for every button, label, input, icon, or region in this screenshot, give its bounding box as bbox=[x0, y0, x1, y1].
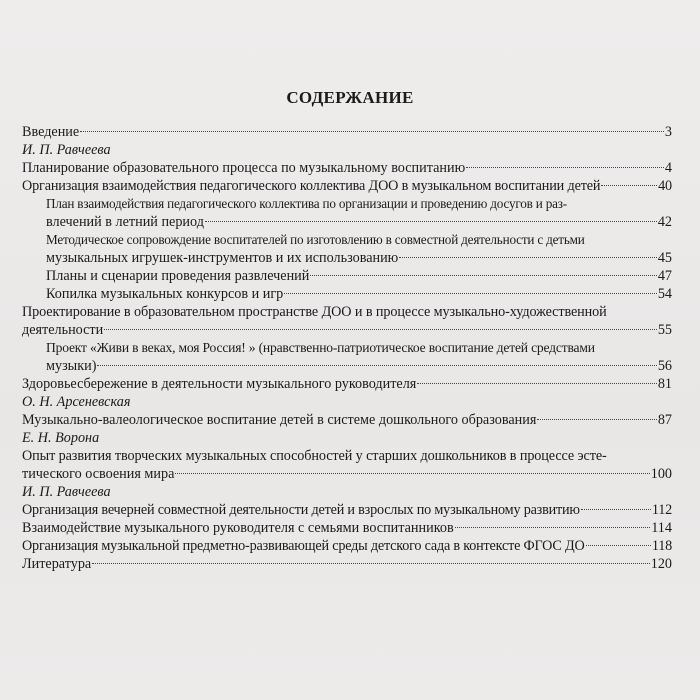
toc-entry-title: Организация музыкальной предметно-развивающей среды детского сада в контексте ФГОС ДО bbox=[22, 538, 585, 554]
toc-page-number: 40 bbox=[658, 178, 672, 194]
leader-dots bbox=[80, 131, 664, 132]
toc-entry[interactable] bbox=[22, 375, 672, 393]
toc-entry[interactable] bbox=[46, 267, 672, 285]
toc-entry-title: деятельности bbox=[22, 322, 104, 338]
toc-page-number: 45 bbox=[657, 250, 672, 266]
toc-entry-title: Организация взаимодействия педагогического коллектива ДОО в музыкальном воспитании детей bbox=[22, 178, 601, 194]
toc-entry-title: Организация вечерней совместной деятельности детей и взрослых по музыкальному развитию bbox=[22, 502, 580, 518]
toc-entry-title-line: Проектирование в образовательном пространстве ДОО и в процессе музыкально-художественной bbox=[22, 304, 607, 320]
toc-entry[interactable] bbox=[22, 159, 672, 177]
author-name: И. П. Равчеева bbox=[22, 142, 111, 158]
toc-entry-intro[interactable] bbox=[22, 123, 672, 141]
toc-entry-title: тического освоения мира bbox=[22, 466, 175, 482]
toc-page-number: 4 bbox=[664, 160, 672, 176]
leader-dots bbox=[284, 293, 657, 294]
toc-page-number: 87 bbox=[657, 412, 672, 428]
toc-entry-title: Здоровьесбережение в деятельности музыкального руководителя bbox=[22, 376, 417, 392]
toc-entry[interactable] bbox=[22, 555, 672, 573]
toc-entry-title: влечений в летний период bbox=[46, 214, 204, 230]
leader-dots bbox=[581, 509, 651, 510]
toc-page-number: 114 bbox=[651, 520, 672, 536]
toc-entry-title: Копилка музыкальных конкурсов и игр bbox=[46, 286, 284, 302]
toc-entry-title: Планы и сценарии проведения развлечений bbox=[46, 268, 310, 284]
leader-dots bbox=[310, 275, 656, 276]
toc-entry-title: Введение bbox=[22, 124, 80, 140]
toc-entry-title: Литература bbox=[22, 556, 92, 572]
toc-entry[interactable] bbox=[22, 177, 672, 195]
toc-entry[interactable] bbox=[22, 519, 672, 537]
toc-page-number: 3 bbox=[664, 124, 672, 140]
toc-entry-title-line: План взаимодействия педагогического коллектива по организации и проведению досугов и раз- bbox=[46, 196, 567, 211]
leader-dots bbox=[205, 221, 657, 222]
toc-entry-title: Музыкально-валеологическое воспитание детей в системе дошкольного образования bbox=[22, 412, 537, 428]
leader-dots bbox=[455, 527, 651, 528]
toc-page-number: 54 bbox=[657, 286, 672, 302]
page-title: СОДЕРЖАНИЕ bbox=[286, 88, 414, 107]
toc-entry-title-line: Проект «Живи в веках, моя Россия! » (нравственно-патриотическое воспитание детей средствами bbox=[46, 340, 595, 355]
toc-entry[interactable] bbox=[22, 411, 672, 429]
toc-page-number: 42 bbox=[657, 214, 672, 230]
toc-entry-title: Взаимодействие музыкального руководителя с семьями воспитанников bbox=[22, 520, 454, 536]
toc-entry[interactable] bbox=[46, 213, 672, 231]
toc-page-number: 47 bbox=[657, 268, 672, 284]
toc-page-number: 81 bbox=[657, 376, 672, 392]
leader-dots bbox=[601, 185, 657, 186]
leader-dots bbox=[417, 383, 656, 384]
toc-page-number: 55 bbox=[657, 322, 672, 338]
leader-dots bbox=[466, 167, 664, 168]
toc-entry[interactable] bbox=[46, 249, 672, 267]
leader-dots bbox=[104, 329, 657, 330]
toc-page-number: 112 bbox=[651, 502, 672, 518]
leader-dots bbox=[586, 545, 651, 546]
toc-page-number: 56 bbox=[657, 358, 672, 374]
toc-entry-title: музыки) bbox=[46, 358, 97, 374]
toc-page-number: 100 bbox=[650, 466, 672, 482]
leader-dots bbox=[175, 473, 649, 474]
leader-dots bbox=[399, 257, 657, 258]
author-name: И. П. Равчеева bbox=[22, 484, 111, 500]
toc-page-number: 118 bbox=[651, 538, 672, 554]
toc-entry[interactable] bbox=[22, 465, 672, 483]
leader-dots bbox=[97, 365, 656, 366]
toc-entry[interactable] bbox=[46, 357, 672, 375]
toc-entry-title: Планирование образовательного процесса по музыкальному воспитанию bbox=[22, 160, 466, 176]
leader-dots bbox=[92, 563, 649, 564]
toc-entry-title-line: Методическое сопровождение воспитателей по изготовлению в совместной деятельности с детьми bbox=[46, 232, 585, 247]
author-name: О. Н. Арсеневская bbox=[22, 394, 131, 410]
toc-entry[interactable] bbox=[22, 321, 672, 339]
author-name: Е. Н. Ворона bbox=[22, 430, 100, 446]
toc-entry-title: музыкальных игрушек-инструментов и их использованию bbox=[46, 250, 399, 266]
toc-entry[interactable] bbox=[22, 537, 672, 555]
toc-entry[interactable] bbox=[22, 501, 672, 519]
toc-entry[interactable] bbox=[46, 285, 672, 303]
toc-entry-title-line: Опыт развития творческих музыкальных способностей у старших дошкольников в процессе эсте- bbox=[22, 448, 607, 464]
toc-page-number: 120 bbox=[650, 556, 672, 572]
leader-dots bbox=[537, 419, 656, 420]
